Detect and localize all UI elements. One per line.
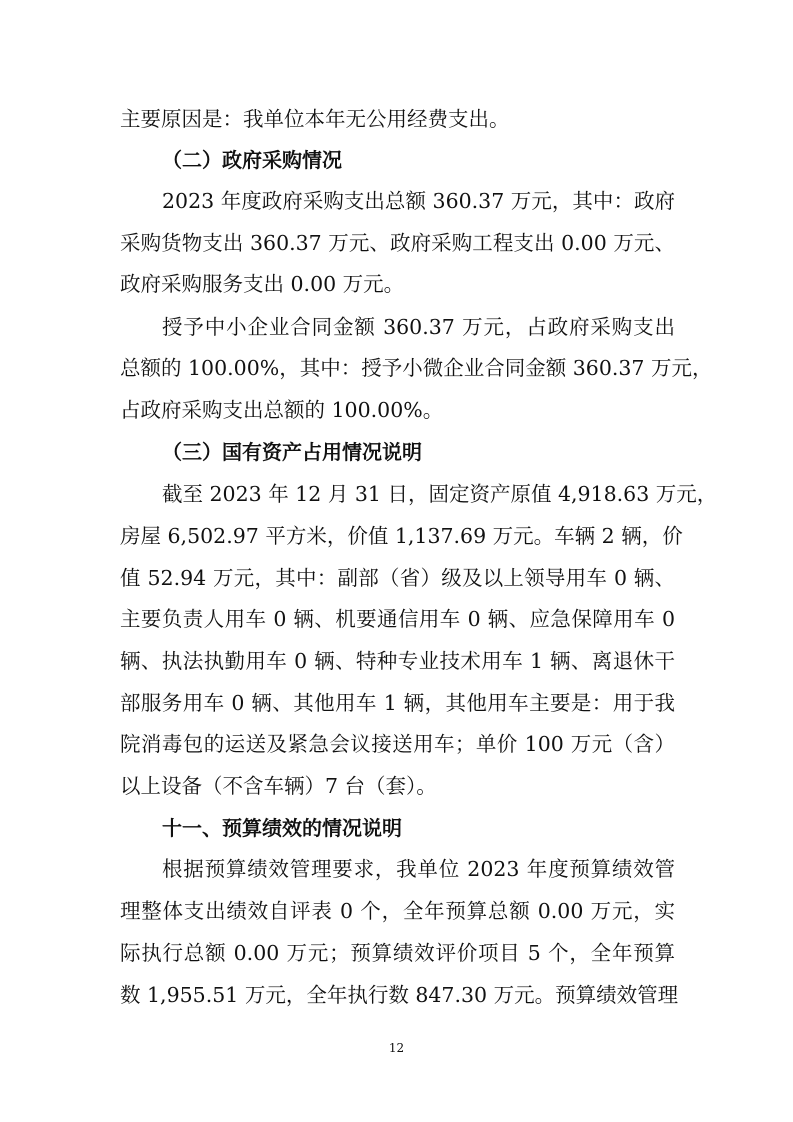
paragraph-line: 采购货物支出 360.37 万元、政府采购工程支出 0.00 万元、 [120, 231, 675, 255]
paragraph-line: 际执行总额 0.00 万元；预算绩效评价项目 5 个，全年预算 [120, 941, 675, 965]
paragraph-line: 占政府采购支出总额的 100.00%。 [120, 398, 444, 422]
paragraph-line: 数 1,955.51 万元，全年执行数 847.30 万元。预算绩效管理 [120, 983, 679, 1007]
paragraph-line: 授予中小企业合同金额 360.37 万元，占政府采购支出 [162, 315, 675, 339]
section-heading-budget-performance: 十一、预算绩效的情况说明 [162, 816, 402, 840]
paragraph-line: 房屋 6,502.97 平方米，价值 1,137.69 万元。车辆 2 辆，价 [120, 524, 683, 548]
page-number: 12 [388, 1041, 405, 1055]
paragraph-line: 根据预算绩效管理要求，我单位 2023 年度预算绩效管 [162, 857, 675, 881]
paragraph-line: 院消毒包的运送及紧急会议接送用车；单价 100 万元（含） [120, 732, 675, 756]
section-heading-state-assets: （三）国有资产占用情况说明 [162, 440, 422, 464]
paragraph-line: 值 52.94 万元，其中：副部（省）级及以上领导用车 0 辆、 [120, 566, 675, 590]
paragraph-line: 总额的 100.00%，其中：授予小微企业合同金额 360.37 万元， [120, 356, 713, 380]
paragraph-line: 截至 2023 年 12 月 31 日，固定资产原值 4,918.63 万元， [162, 482, 718, 506]
paragraph-line: 以上设备（不含车辆）7 台（套）。 [120, 774, 437, 798]
paragraph-line: 部服务用车 0 辆、其他用车 1 辆，其他用车主要是：用于我 [120, 691, 675, 715]
paragraph-line: 主要负责人用车 0 辆、机要通信用车 0 辆、应急保障用车 0 [120, 607, 675, 631]
paragraph-line: 理整体支出绩效自评表 0 个，全年预算总额 0.00 万元，实 [120, 899, 675, 923]
paragraph-line: 2023 年度政府采购支出总额 360.37 万元，其中：政府 [162, 189, 675, 213]
section-heading-government-procurement: （二）政府采购情况 [162, 148, 342, 172]
paragraph-line: 主要原因是：我单位本年无公用经费支出。 [120, 107, 510, 131]
paragraph-line: 辆、执法执勤用车 0 辆、特种专业技术用车 1 辆、离退休干 [120, 649, 675, 673]
paragraph-line: 政府采购服务支出 0.00 万元。 [120, 272, 405, 296]
